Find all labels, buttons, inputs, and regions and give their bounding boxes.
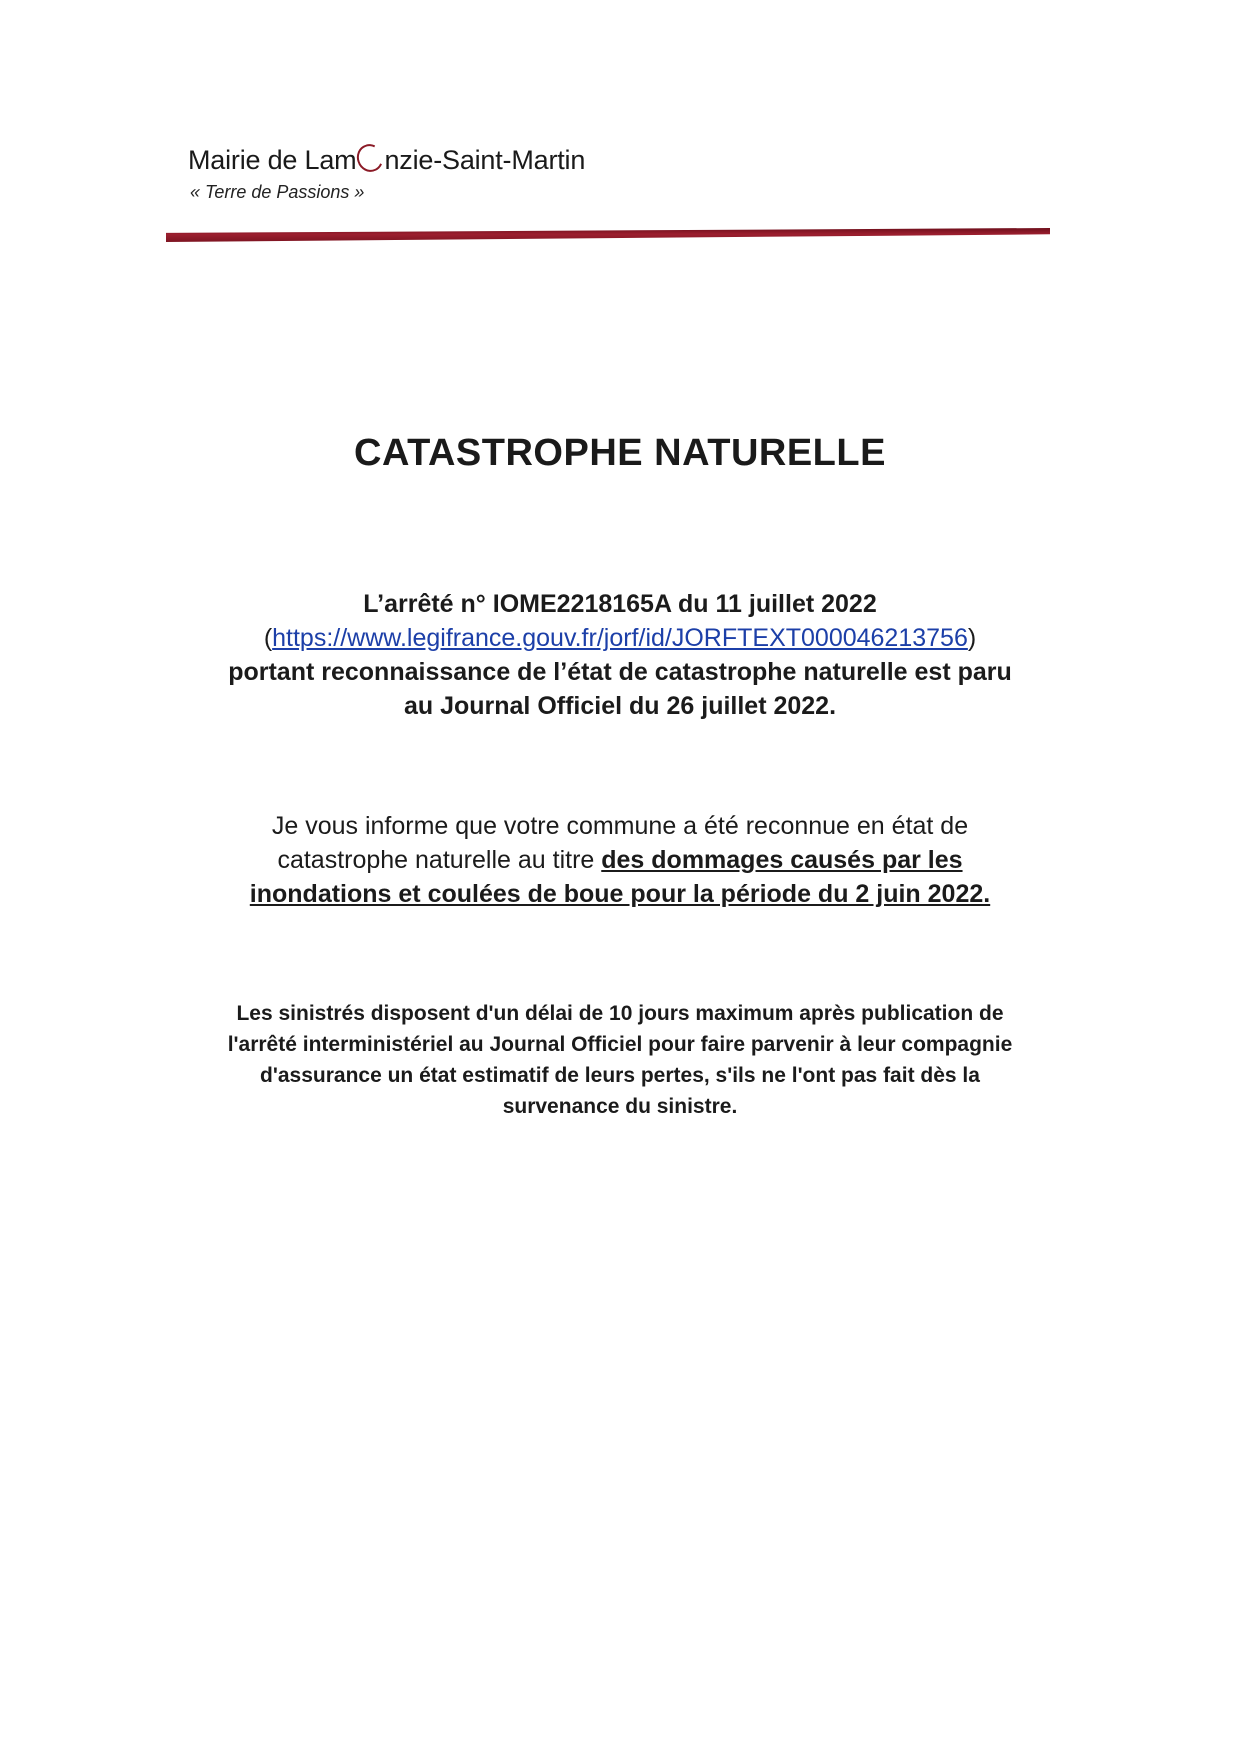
info-line-1: Je vous informe que votre commune a été reconnue en état de (271, 812, 969, 840)
mairie-name (188, 144, 585, 176)
info-line-3 (0, 877, 1240, 911)
decree-link-line (0, 621, 1240, 655)
deadline-notice (0, 998, 1240, 1122)
info-line-3-emphasis: inondations et coulées de boue pour la période du 2 juin 2022. (249, 880, 991, 908)
notice-line-2: l'arrêté interministériel au Journal Officiel pour faire parvenir à leur compagnie (227, 1033, 1013, 1056)
decree-line-1: L’arrêté n° IOME2218165A du 11 juillet 2022 (363, 590, 877, 618)
letterhead (188, 144, 585, 203)
mairie-motto: « Terre de Passions » (190, 182, 365, 202)
decree-line-4: au Journal Officiel du 26 juillet 2022. (403, 692, 837, 720)
link-close-paren: ) (967, 624, 977, 652)
notice-line-3: d'assurance un état estimatif de leurs pertes, s'ils ne l'ont pas fait dès la (260, 1064, 980, 1087)
letterhead-divider (166, 228, 1050, 242)
decree-paragraph (0, 587, 1240, 723)
info-line-2-plain: catastrophe naturelle au titre (277, 846, 602, 874)
mairie-name-end: nzie-Saint-Martin (384, 145, 586, 175)
info-paragraph (0, 809, 1240, 911)
legifrance-link[interactable]: https://www.legifrance.gouv.fr/jorf/id/JORFTEXT000046213756 (272, 624, 968, 652)
notice-line-4: survenance du sinistre. (502, 1095, 738, 1118)
info-line-2-emphasis: des dommages causés par les (601, 846, 963, 874)
notice-line-1: Les sinistrés disposent d'un délai de 10 jours maximum après publication de (236, 1002, 1004, 1025)
decree-line-3: portant reconnaissance de l’état de catastrophe naturelle est paru (228, 658, 1012, 686)
info-line-2 (0, 843, 1240, 877)
logo-o-icon (353, 140, 387, 175)
link-open-paren: ( (263, 624, 273, 652)
mairie-name-start: Mairie de Lam (188, 145, 357, 175)
document-title: CATASTROPHE NATURELLE (354, 432, 886, 474)
